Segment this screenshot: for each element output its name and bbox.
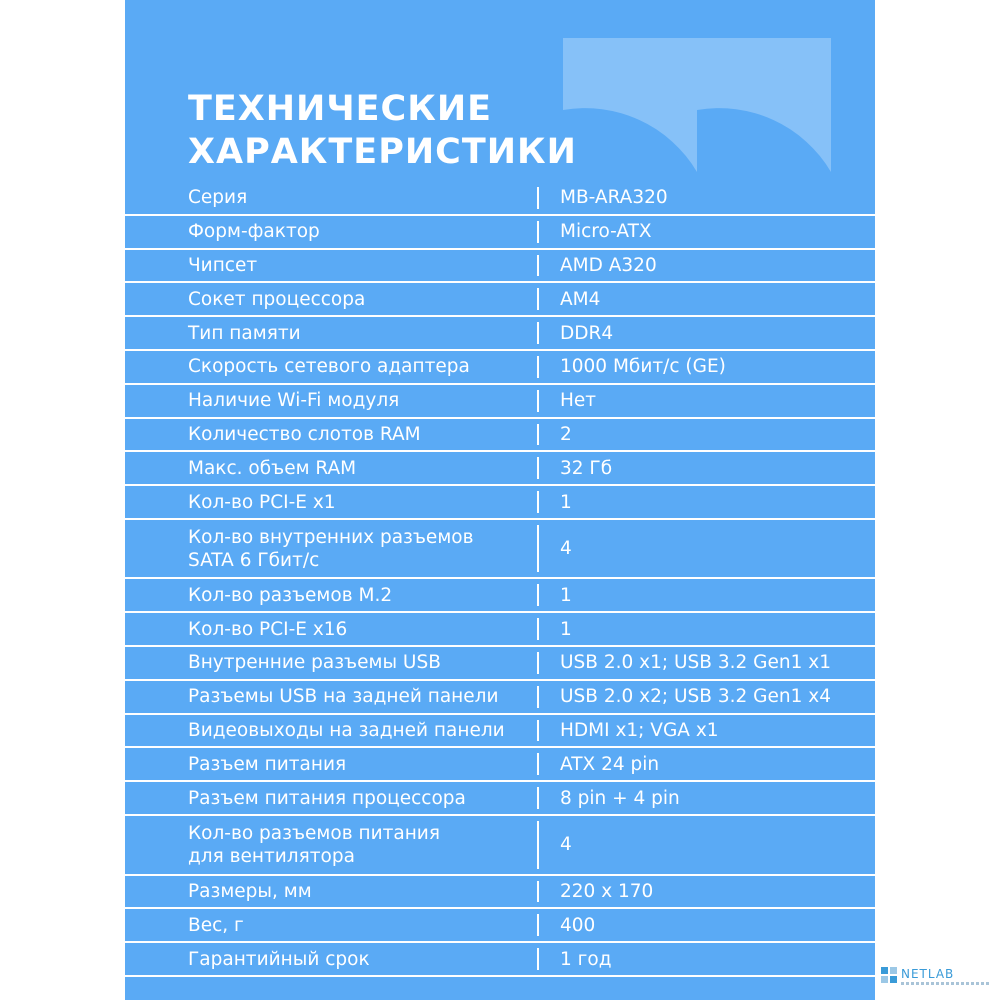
- spec-value: Micro-ATX: [560, 221, 652, 243]
- spec-label: [188, 681, 533, 713]
- column-divider: [537, 221, 539, 243]
- spec-label: [188, 876, 533, 908]
- spec-label-line: Кол-во разъемов питания: [188, 822, 440, 844]
- spec-label-line: Макс. объем RAM: [188, 457, 357, 479]
- spec-row: [125, 579, 875, 613]
- column-divider: [537, 686, 539, 708]
- column-divider: [537, 652, 539, 674]
- spec-label: [188, 909, 533, 941]
- spec-label: [188, 419, 533, 451]
- column-divider: [537, 525, 539, 573]
- spec-label: [188, 452, 533, 484]
- spec-label-line: SATA 6 Гбит/с: [188, 549, 320, 571]
- spec-label: [188, 520, 533, 578]
- spec-row: [125, 182, 875, 216]
- column-divider: [537, 881, 539, 903]
- spec-label: [188, 250, 533, 282]
- spec-value: MB-ARA320: [560, 187, 668, 209]
- column-divider: [537, 424, 539, 446]
- spec-label-line: для вентилятора: [188, 845, 355, 867]
- spec-row: [125, 943, 875, 977]
- spec-row: [125, 681, 875, 715]
- title-line-1: ТЕХНИЧЕСКИЕ: [188, 89, 493, 129]
- column-divider: [537, 584, 539, 606]
- column-divider: [537, 618, 539, 640]
- spec-value: DDR4: [560, 322, 614, 344]
- column-divider: [537, 255, 539, 277]
- netlab-logo-icon: [880, 966, 898, 984]
- spec-row: [125, 419, 875, 453]
- spec-label: [188, 943, 533, 975]
- spec-value: AMD A320: [560, 254, 657, 276]
- spec-label: [188, 216, 533, 248]
- column-divider: [537, 787, 539, 809]
- netlab-watermark: [880, 966, 995, 994]
- spec-row: [125, 283, 875, 317]
- spec-table: [125, 182, 875, 977]
- spec-value: 1: [560, 584, 572, 606]
- spec-row: [125, 876, 875, 910]
- spec-label: [188, 283, 533, 315]
- spec-label: [188, 486, 533, 518]
- spec-value: USB 2.0 x1; USB 3.2 Gen1 x1: [560, 652, 831, 674]
- spec-label: [188, 613, 533, 645]
- spec-label-line: Кол-во внутренних разъемов: [188, 526, 474, 548]
- spec-row: [125, 782, 875, 816]
- spec-label: [188, 816, 533, 874]
- spec-label-line: Форм-фактор: [188, 221, 320, 243]
- column-divider: [537, 491, 539, 513]
- spec-label-line: Разъем питания: [188, 753, 347, 775]
- spec-row: [125, 317, 875, 351]
- column-divider: [537, 720, 539, 742]
- column-divider: [537, 914, 539, 936]
- spec-value: 8 pin + 4 pin: [560, 787, 680, 809]
- spec-label-line: Внутренние разъемы USB: [188, 652, 441, 674]
- spec-row: [125, 909, 875, 943]
- spec-value: HDMI x1; VGA x1: [560, 720, 719, 742]
- column-divider: [537, 288, 539, 310]
- spec-value: 32 Гб: [560, 457, 613, 479]
- spec-value: 1 год: [560, 948, 612, 970]
- spec-row: [125, 520, 875, 580]
- column-divider: [537, 948, 539, 970]
- spec-label-line: Кол-во PCI-E x1: [188, 491, 336, 513]
- spec-row: [125, 486, 875, 520]
- spec-label-line: Размеры, мм: [188, 880, 312, 902]
- spec-card: [125, 0, 875, 1000]
- spec-label: [188, 182, 533, 214]
- spec-label-line: Кол-во PCI-E x16: [188, 618, 348, 640]
- netlab-subline: [901, 982, 991, 985]
- spec-label: [188, 317, 533, 349]
- spec-label-line: Серия: [188, 187, 248, 209]
- spec-label-line: Вес, г: [188, 914, 244, 936]
- spec-label: [188, 351, 533, 383]
- spec-value: ATX 24 pin: [560, 753, 660, 775]
- spec-value: 2: [560, 423, 572, 445]
- spec-label-line: Количество слотов RAM: [188, 423, 421, 445]
- spec-label-line: Видеовыходы на задней панели: [188, 720, 505, 742]
- spec-value: AM4: [560, 288, 601, 310]
- spec-value: 1000 Мбит/с (GE): [560, 356, 726, 378]
- spec-value: USB 2.0 x2; USB 3.2 Gen1 x4: [560, 686, 831, 708]
- spec-row: [125, 216, 875, 250]
- spec-value: 4: [560, 538, 572, 560]
- spec-row: [125, 647, 875, 681]
- spec-label-line: Кол-во разъемов M.2: [188, 584, 393, 606]
- spec-row: [125, 351, 875, 385]
- spec-value: 1: [560, 618, 572, 640]
- spec-value: Нет: [560, 390, 597, 412]
- spec-value: 1: [560, 491, 572, 513]
- spec-label-line: Сокет процессора: [188, 288, 366, 310]
- title-line-2: ХАРАКТЕРИСТИКИ: [188, 132, 577, 172]
- spec-label-line: Тип памяти: [188, 322, 301, 344]
- column-divider: [537, 356, 539, 378]
- spec-label: [188, 782, 533, 814]
- spec-value: 4: [560, 834, 572, 856]
- column-divider: [537, 390, 539, 412]
- spec-row: [125, 613, 875, 647]
- spec-label-line: Скорость сетевого адаптера: [188, 356, 470, 378]
- spec-row: [125, 452, 875, 486]
- column-divider: [537, 753, 539, 775]
- spec-row: [125, 250, 875, 284]
- page-title: [188, 88, 577, 174]
- spec-label: [188, 385, 533, 417]
- spec-label: [188, 748, 533, 780]
- spec-label: [188, 715, 533, 747]
- netlab-text: NETLAB: [901, 967, 955, 981]
- column-divider: [537, 322, 539, 344]
- spec-label-line: Разъемы USB на задней панели: [188, 686, 499, 708]
- column-divider: [537, 457, 539, 479]
- spec-row: [125, 385, 875, 419]
- spec-row: [125, 816, 875, 876]
- spec-value: 400: [560, 914, 596, 936]
- spec-label-line: Разъем питания процессора: [188, 787, 466, 809]
- spec-value: 220 x 170: [560, 880, 654, 902]
- spec-label-line: Чипсет: [188, 254, 258, 276]
- spec-row: [125, 715, 875, 749]
- column-divider: [537, 821, 539, 869]
- spec-label: [188, 647, 533, 679]
- column-divider: [537, 187, 539, 209]
- spec-label-line: Наличие Wi-Fi модуля: [188, 390, 400, 412]
- spec-label: [188, 579, 533, 611]
- spec-label-line: Гарантийный срок: [188, 948, 370, 970]
- spec-row: [125, 748, 875, 782]
